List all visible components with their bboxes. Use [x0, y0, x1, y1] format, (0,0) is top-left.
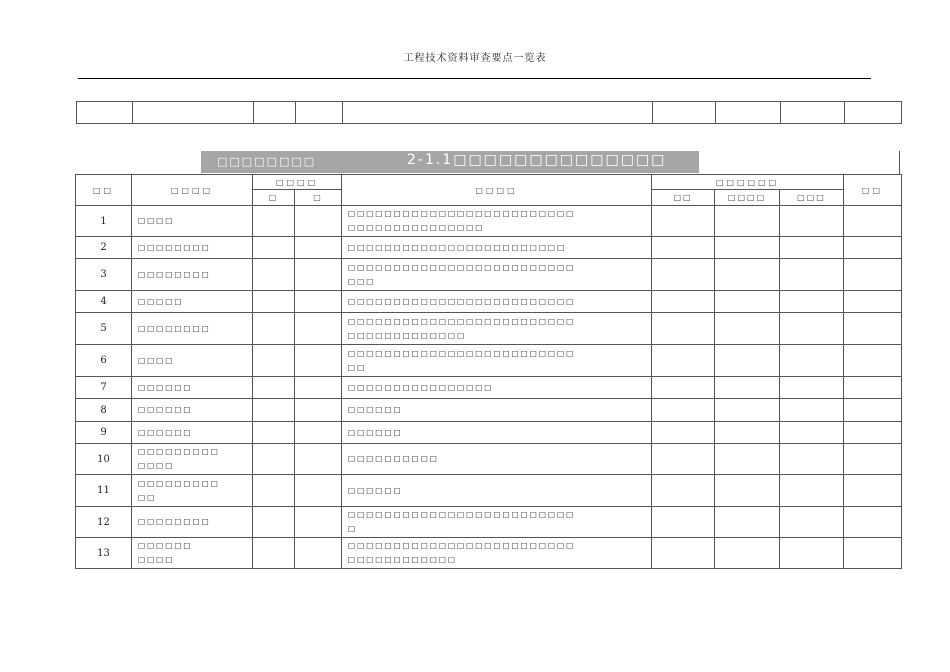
- submit-a-cell: [253, 475, 295, 507]
- table-row: [76, 475, 902, 507]
- review-a-cell: [652, 291, 715, 313]
- item-name-line: □□□□□: [138, 296, 184, 306]
- table-row: [76, 507, 902, 538]
- item-name-line: □□□□: [138, 355, 175, 365]
- remark-cell: [844, 475, 902, 507]
- header-review-group: □□□□□□: [652, 175, 844, 190]
- submit-b-cell: [295, 345, 342, 377]
- submit-a-cell: [253, 345, 295, 377]
- remark-cell: [844, 345, 902, 377]
- remark-cell: [844, 399, 902, 422]
- requirement-line: □□□□□□□□□□□□□□□□□□□□□□□□□: [348, 296, 576, 306]
- header-remark: □□: [844, 175, 902, 206]
- review-c-cell: [780, 237, 844, 259]
- remark-cell: [844, 444, 902, 475]
- requirement-line: □□□: [348, 276, 376, 286]
- review-a-cell: [652, 237, 715, 259]
- table-body: [76, 206, 902, 569]
- review-b-cell: [715, 377, 780, 399]
- review-c-cell: [780, 507, 844, 538]
- review-b-cell: [715, 422, 780, 444]
- item-name-line: □□□□: [138, 216, 175, 225]
- blank-cell: [296, 102, 343, 124]
- review-a-cell: [652, 444, 715, 475]
- row-number: 10: [76, 444, 132, 475]
- remark-cell: [844, 259, 902, 291]
- blank-cell: [845, 102, 902, 124]
- submit-a-cell: [253, 237, 295, 259]
- review-a-cell: [652, 345, 715, 377]
- item-name: [132, 444, 253, 475]
- row-number: 2: [76, 237, 132, 259]
- requirement-line: □□□□□□□□□□□□: [348, 555, 458, 564]
- item-name: [132, 345, 253, 377]
- review-a-cell: [652, 507, 715, 538]
- row-number: 5: [76, 313, 132, 345]
- table-row: [76, 377, 902, 399]
- header-requirement: □□□□: [342, 175, 652, 206]
- submit-a-cell: [253, 206, 295, 237]
- submit-b-cell: [295, 507, 342, 538]
- review-a-cell: [652, 313, 715, 345]
- review-a-cell: [652, 377, 715, 399]
- blank-cell: [77, 102, 133, 124]
- review-c-cell: [780, 444, 844, 475]
- table-row: [76, 313, 902, 345]
- header-no: □□: [76, 175, 132, 206]
- row-number: 1: [76, 206, 132, 237]
- review-b-cell: [715, 345, 780, 377]
- item-name: [132, 507, 253, 538]
- submit-b-cell: [295, 259, 342, 291]
- blank-cell: [716, 102, 781, 124]
- review-c-cell: [780, 399, 844, 422]
- requirement-text: [342, 538, 652, 569]
- requirement-line: □□□□□□□□□□□□□□□□: [348, 382, 494, 392]
- item-name: [132, 399, 253, 422]
- submit-a-cell: [253, 538, 295, 569]
- review-c-cell: [780, 313, 844, 345]
- blank-cell: [133, 102, 254, 124]
- header-name: □□□□: [132, 175, 253, 206]
- requirement-text: [342, 444, 652, 475]
- sheet-code: 2-1.1□□□□□□□□□□□□□□: [407, 152, 667, 168]
- row-number: 12: [76, 507, 132, 538]
- requirement-text: [342, 313, 652, 345]
- item-name-line: □□□□□□: [138, 382, 193, 392]
- header-submit-group: □□□□: [253, 175, 342, 190]
- header-submit-b: □: [295, 190, 342, 206]
- review-c-cell: [780, 291, 844, 313]
- review-b-cell: [715, 237, 780, 259]
- table-row: [76, 259, 902, 291]
- row-number: 7: [76, 377, 132, 399]
- row-number: 3: [76, 259, 132, 291]
- requirement-line: □□□□□□□□□□: [348, 454, 439, 463]
- item-name-line: □□□□□□□□□: [138, 447, 220, 456]
- item-name-line: □□□□□□□□: [138, 517, 211, 526]
- submit-a-cell: [253, 291, 295, 313]
- item-name-line: □□□□□□: [138, 427, 193, 437]
- header-review-b: □□□□: [715, 190, 780, 206]
- review-c-cell: [780, 259, 844, 291]
- review-table: [75, 174, 902, 569]
- submit-b-cell: [295, 422, 342, 444]
- submit-b-cell: [295, 538, 342, 569]
- submit-a-cell: [253, 313, 295, 345]
- review-b-cell: [715, 475, 780, 507]
- remark-cell: [844, 206, 902, 237]
- review-a-cell: [652, 206, 715, 237]
- review-c-cell: [780, 206, 844, 237]
- review-a-cell: [652, 259, 715, 291]
- requirement-line: □□□□□□□□□□□□□□□□□□□□□□□□□: [348, 209, 576, 218]
- item-name-line: □□: [138, 492, 157, 502]
- requirement-text: [342, 377, 652, 399]
- review-b-cell: [715, 206, 780, 237]
- review-c-cell: [780, 475, 844, 507]
- review-b-cell: [715, 507, 780, 538]
- requirement-line: □□□□□□□□□□□□□□□□□□□□□□□□: [348, 242, 567, 252]
- submit-b-cell: [295, 237, 342, 259]
- top-blank-table: [76, 101, 902, 124]
- item-name: [132, 377, 253, 399]
- item-name-line: □□□□□□□□: [138, 269, 211, 279]
- submit-b-cell: [295, 475, 342, 507]
- remark-cell: [844, 313, 902, 345]
- blank-cell: [254, 102, 296, 124]
- requirement-line: □□□□□□: [348, 485, 403, 495]
- requirement-line: □□□□□□: [348, 427, 403, 437]
- item-name: [132, 475, 253, 507]
- requirement-line: □□□□□□□□□□□□□□□□□□□□□□□□□: [348, 262, 576, 272]
- item-name-line: □□□□: [138, 555, 175, 564]
- review-b-cell: [715, 291, 780, 313]
- document-title: 工程技术资料审查要点一览表: [403, 53, 547, 64]
- review-b-cell: [715, 399, 780, 422]
- item-name: [132, 291, 253, 313]
- row-number: 9: [76, 422, 132, 444]
- requirement-text: [342, 237, 652, 259]
- review-b-cell: [715, 313, 780, 345]
- requirement-line: □□□□□□□□□□□□□□□□□□□□□□□□□: [348, 348, 576, 358]
- remark-cell: [844, 507, 902, 538]
- review-a-cell: [652, 475, 715, 507]
- row-number: 11: [76, 475, 132, 507]
- sheet-label: □□□□□□□□: [217, 155, 317, 168]
- requirement-text: [342, 399, 652, 422]
- table-row: [76, 399, 902, 422]
- review-b-cell: [715, 538, 780, 569]
- table-row: [76, 237, 902, 259]
- review-c-cell: [780, 422, 844, 444]
- item-name: [132, 422, 253, 444]
- header-review-a: □□: [652, 190, 715, 206]
- review-a-cell: [652, 422, 715, 444]
- review-a-cell: [652, 538, 715, 569]
- table-row: [76, 444, 902, 475]
- requirement-text: [342, 475, 652, 507]
- review-c-cell: [780, 377, 844, 399]
- submit-a-cell: [253, 444, 295, 475]
- sheet-banner: [201, 151, 699, 173]
- row-number: 13: [76, 538, 132, 569]
- item-name-line: □□□□□□□□: [138, 323, 211, 333]
- review-c-cell: [780, 538, 844, 569]
- review-c-cell: [780, 345, 844, 377]
- submit-b-cell: [295, 313, 342, 345]
- remark-cell: [844, 237, 902, 259]
- table-row: [76, 345, 902, 377]
- item-name-line: □□□□: [138, 461, 175, 470]
- item-name-line: □□□□□□: [138, 405, 193, 414]
- requirement-line: □□□□□□□□□□□□□□□□□□□□□□□□□: [348, 541, 576, 550]
- table-row: [76, 206, 902, 237]
- row-number: 4: [76, 291, 132, 313]
- review-b-cell: [715, 259, 780, 291]
- submit-a-cell: [253, 422, 295, 444]
- review-b-cell: [715, 444, 780, 475]
- row-number: 8: [76, 399, 132, 422]
- right-border-stub: [899, 151, 900, 174]
- requirement-line: □: [348, 524, 358, 533]
- requirement-line: □□□□□□□□□□□□□: [348, 330, 467, 340]
- item-name: [132, 313, 253, 345]
- submit-b-cell: [295, 377, 342, 399]
- item-name-line: □□□□□□□□: [138, 242, 211, 252]
- submit-a-cell: [253, 507, 295, 538]
- submit-a-cell: [253, 259, 295, 291]
- remark-cell: [844, 291, 902, 313]
- requirement-text: [342, 259, 652, 291]
- requirement-text: [342, 206, 652, 237]
- remark-cell: [844, 422, 902, 444]
- item-name-line: □□□□□□: [138, 541, 193, 550]
- blank-cell: [343, 102, 653, 124]
- requirement-line: □□□□□□□□□□□□□□□: [348, 223, 485, 232]
- requirement-text: [342, 422, 652, 444]
- header-review-c: □□□: [780, 190, 844, 206]
- submit-b-cell: [295, 291, 342, 313]
- requirement-text: [342, 291, 652, 313]
- item-name: [132, 206, 253, 237]
- blank-cell: [653, 102, 716, 124]
- requirement-line: □□□□□□□□□□□□□□□□□□□□□□□□□: [348, 316, 576, 326]
- submit-b-cell: [295, 399, 342, 422]
- submit-b-cell: [295, 444, 342, 475]
- table-row: [76, 538, 902, 569]
- top-blank-row: [77, 102, 902, 124]
- item-name: [132, 259, 253, 291]
- remark-cell: [844, 377, 902, 399]
- item-name: [132, 237, 253, 259]
- item-name: [132, 538, 253, 569]
- header-submit-a: □: [253, 190, 295, 206]
- blank-cell: [781, 102, 845, 124]
- remark-cell: [844, 538, 902, 569]
- submit-a-cell: [253, 399, 295, 422]
- review-a-cell: [652, 399, 715, 422]
- requirement-text: [342, 345, 652, 377]
- item-name-line: □□□□□□□□□: [138, 478, 220, 488]
- title-rule: [78, 78, 871, 79]
- header-row-1: [76, 175, 902, 190]
- requirement-line: □□□□□□: [348, 405, 403, 414]
- table-row: [76, 291, 902, 313]
- requirement-line: □□: [348, 362, 367, 372]
- requirement-text: [342, 507, 652, 538]
- submit-b-cell: [295, 206, 342, 237]
- row-number: 6: [76, 345, 132, 377]
- requirement-line: □□□□□□□□□□□□□□□□□□□□□□□□□: [348, 510, 576, 519]
- table-row: [76, 422, 902, 444]
- submit-a-cell: [253, 377, 295, 399]
